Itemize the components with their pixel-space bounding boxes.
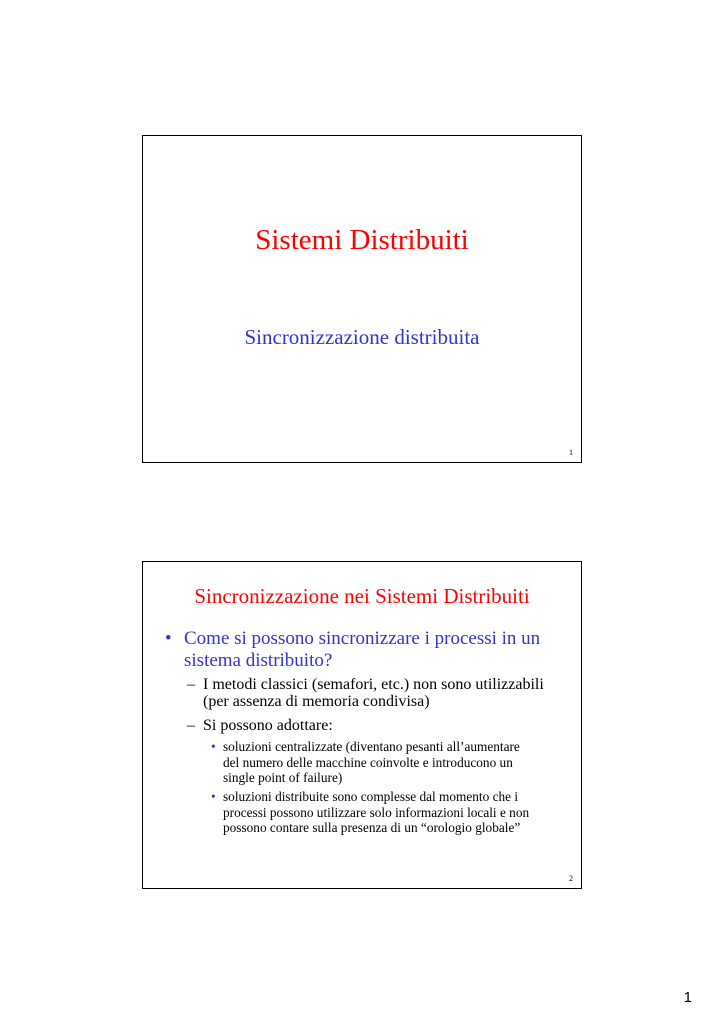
dash-marker: – (187, 676, 195, 693)
subsubbullet-text: soluzioni centralizzate (diventano pesanti all’aumentare del numero delle macchine coinvolte e introducono un single point of failure) (223, 739, 520, 785)
slide-2-subbullet (187, 717, 567, 734)
slide-2-subbullet (187, 676, 567, 710)
slide-2-number: 2 (569, 874, 573, 883)
dot-marker: • (211, 789, 216, 804)
slide-2-title: Sincronizzazione nei Sistemi Distribuiti (194, 584, 530, 608)
dot-marker: • (211, 739, 216, 754)
bullet-marker: • (165, 628, 172, 649)
subbullet-text: Si possono adottare: (203, 717, 333, 734)
slide-1-subtitle: Sincronizzazione distribuita (244, 325, 480, 349)
slide-1-title: Sistemi Distribuiti (255, 224, 469, 256)
dash-marker: – (187, 717, 195, 734)
slide-1 (142, 135, 582, 463)
slide-2-bullet (165, 628, 565, 672)
subbullet-text: I metodi classici (semafori, etc.) non sono utilizzabili (per assenza di memoria condivisa) (203, 676, 544, 710)
page-number: 1 (683, 989, 692, 1006)
subsubbullet-text: soluzioni distribuite sono complesse dal momento che i processi possono utilizzare solo informazioni locali e non possono contare sulla presenza di un “orologio globale” (223, 789, 530, 835)
slide-1-number: 1 (569, 448, 573, 457)
slide-2 (142, 561, 582, 889)
slide-2-subsubbullet (211, 789, 531, 836)
slide-2-subsubbullet (211, 739, 531, 786)
bullet-text: Come si possono sincronizzare i processi in un sistema distribuito? (184, 628, 541, 671)
